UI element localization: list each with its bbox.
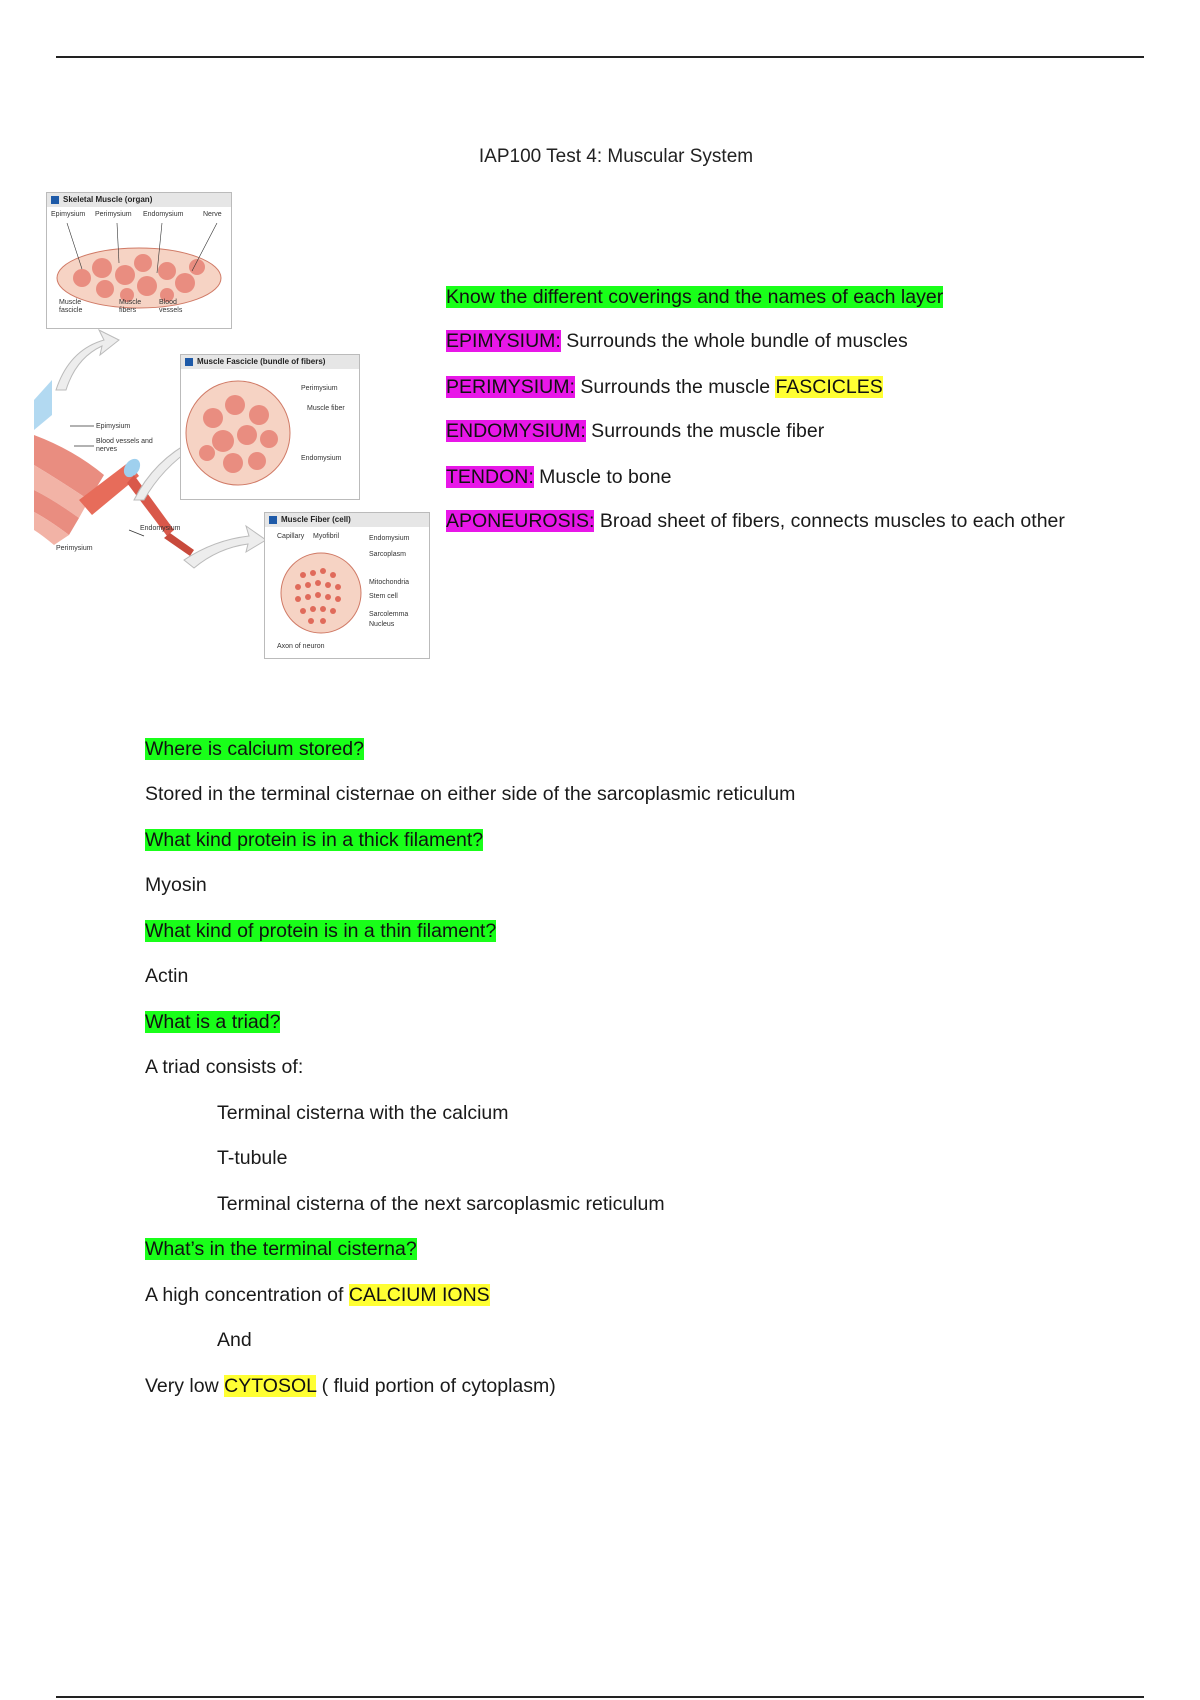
label: Sarcolemma: [369, 611, 409, 618]
answer-cytosol: Very low CYTOSOL ( fluid portion of cytoplasm): [145, 1375, 556, 1397]
label: Mitochondria: [369, 579, 410, 586]
answer-calcium-storage: Stored in the terminal cisternae on either side of the sarcoplasmic reticulum: [145, 783, 796, 805]
answer-thick-filament: Myosin: [145, 874, 207, 896]
panel-skeletal-muscle: [46, 192, 232, 329]
label: Perimysium: [95, 211, 132, 218]
label: Epimysium: [51, 211, 86, 218]
label: Perimysium: [301, 385, 338, 392]
panel-fiber: [264, 512, 430, 659]
page-title: IAP100 Test 4: Muscular System: [478, 146, 754, 167]
answer-thin-filament: Actin: [145, 965, 189, 987]
covering-aponeurosis: APONEUROSIS: Broad sheet of fibers, connects muscles to each other: [446, 510, 1065, 532]
label: Blood vessels: [159, 299, 183, 314]
muscle-structure-figure: [34, 195, 434, 662]
label: Sarcoplasm: [369, 551, 406, 558]
triad-item: T-tubule: [217, 1147, 288, 1169]
label: Muscle fascicle: [59, 299, 83, 314]
panel-fascicle: [180, 354, 360, 500]
side-label-perimysium: Perimysium: [56, 545, 93, 552]
side-label-vessels: Blood vessels and nerves: [96, 438, 153, 453]
covering-perimysium: PERIMYSIUM: Surrounds the muscle FASCICLES: [446, 376, 883, 398]
label: Endomysium: [301, 455, 342, 462]
label: Capillary: [277, 533, 305, 540]
bottom-rule: [56, 1696, 1144, 1698]
side-label-endomysium: Endomysium: [140, 525, 181, 532]
question-triad: What is a triad?: [145, 1011, 281, 1033]
side-label-epimysium: Epimysium: [96, 423, 131, 430]
label: Axon of neuron: [277, 643, 325, 650]
panel-fiber-title: Muscle Fiber (cell): [265, 513, 429, 527]
answer-triad: A triad consists of:: [145, 1056, 304, 1078]
label: Muscle fibers: [119, 299, 142, 314]
panel-fascicle-title: Muscle Fascicle (bundle of fibers): [181, 355, 359, 369]
label: Endomysium: [143, 211, 184, 218]
answer-and: And: [217, 1329, 252, 1351]
label: Endomysium: [369, 535, 410, 542]
top-rule: [56, 56, 1144, 58]
covering-endomysium: ENDOMYSIUM: Surrounds the muscle fiber: [446, 420, 825, 442]
label: Myofibril: [313, 533, 340, 540]
question-thick-filament: What kind protein is in a thick filament?: [145, 829, 484, 851]
label: Nucleus: [369, 621, 395, 628]
panel-skeletal-muscle-title: Skeletal Muscle (organ): [47, 193, 231, 207]
label: Nerve: [203, 211, 222, 218]
label: Stem cell: [369, 593, 398, 600]
covering-tendon: TENDON: Muscle to bone: [446, 466, 672, 488]
fiber-cross-section: [273, 545, 373, 645]
question-terminal-cisterna: What’s in the terminal cisterna?: [145, 1238, 417, 1260]
covering-epimysium: EPIMYSIUM: Surrounds the whole bundle of muscles: [446, 330, 908, 352]
triad-item: Terminal cisterna with the calcium: [217, 1102, 509, 1124]
question-calcium-storage: Where is calcium stored?: [145, 738, 364, 760]
fascicle-cross-section: [183, 373, 293, 493]
triad-item: Terminal cisterna of the next sarcoplasmic reticulum: [217, 1193, 665, 1215]
coverings-heading: Know the different coverings and the names of each layer: [446, 286, 944, 308]
question-thin-filament: What kind of protein is in a thin filament?: [145, 920, 497, 942]
answer-calcium-ions: A high concentration of CALCIUM IONS: [145, 1284, 490, 1306]
label: Muscle fiber: [307, 405, 345, 412]
